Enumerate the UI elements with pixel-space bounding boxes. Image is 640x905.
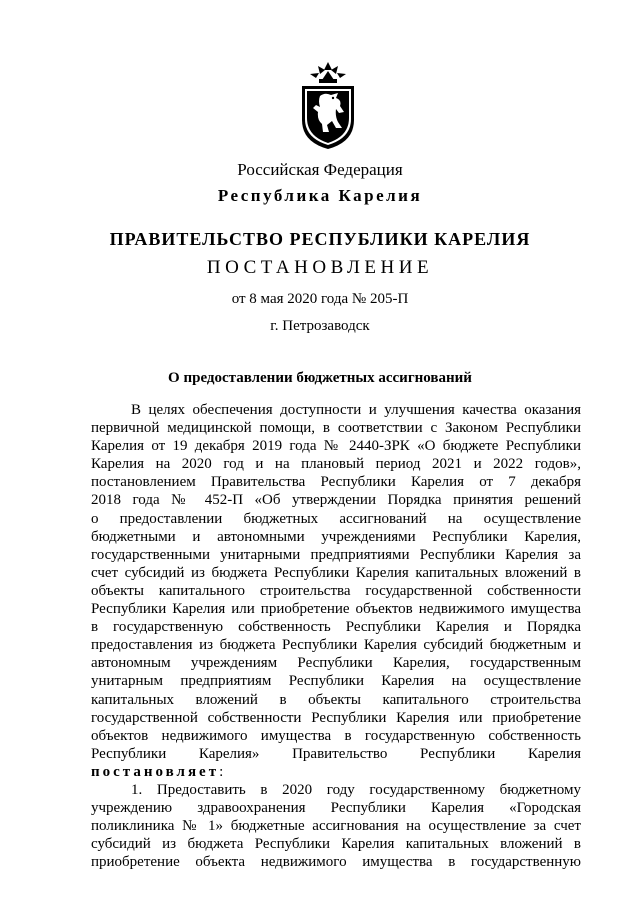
- preamble-line: В целях обеспечения доступности и улучшения качества оказания: [131, 402, 581, 418]
- document-city: г. Петрозаводск: [270, 318, 370, 334]
- preamble-line: Карелия на 2020 год и на плановый период 2021 и 2022 годов»,: [91, 456, 581, 473]
- item1-line: поликлиника № 1» бюджетные ассигнования на осуществление за счет: [91, 818, 581, 835]
- country-name: Российская Федерация: [237, 160, 403, 179]
- preamble-line: счет субсидий из бюджета Республики Карелия капитальных вложений в: [91, 564, 581, 581]
- preamble-line: Республики Карелия или приобретение объектов недвижимого имущества: [91, 601, 581, 618]
- preamble-line: 2018 года № 452-П «Об утверждении Порядка принятия решений: [91, 492, 581, 509]
- preamble-line: капитальных вложений в объекты капитального строительства: [91, 691, 581, 708]
- item1-line: приобретение объекта недвижимого имущества в государственную: [91, 854, 581, 871]
- item1-line: субсидий из бюджета Республики Карелия капитальных вложений в: [91, 836, 581, 853]
- decree-line: [91, 763, 581, 781]
- preamble-line: в государственную собственность Республики Карелия и Порядка: [91, 619, 581, 636]
- preamble-line: автономным учреждениям Республики Карелия, государственным: [91, 655, 581, 672]
- document-type: ПОСТАНОВЛЕНИЕ: [206, 257, 434, 278]
- document-date-number: от 8 мая 2020 года № 205-П: [231, 291, 409, 307]
- republic-name: Республика Карелия: [217, 186, 423, 205]
- preamble-line: государственными унитарными предприятиями Республики Карелия за: [91, 546, 581, 563]
- decree-word: постановляет: [91, 763, 220, 780]
- preamble-line: унитарным предприятиям Республики Карелия на осуществление: [91, 673, 581, 690]
- preamble-line: государственной собственности Республики Карелия или приобретение: [91, 709, 581, 726]
- item1-line: 1. Предоставить в 2020 году государственному бюджетному: [131, 781, 581, 798]
- preamble-line: о предоставлении бюджетных ассигнований на осуществление: [91, 510, 581, 527]
- government-title: ПРАВИТЕЛЬСТВО РЕСПУБЛИКИ КАРЕЛИЯ: [109, 229, 531, 249]
- preamble-line: бюджетными и автономными учреждениями Республики Карелия,: [91, 528, 581, 545]
- karelia-coat-of-arms-icon: [298, 62, 358, 150]
- decree-colon: :: [219, 763, 224, 780]
- preamble-line: предоставления из бюджета Республики Карелия субсидий бюджетным и: [91, 637, 581, 654]
- preamble-line: объекты капитального строительства государственной собственности: [91, 582, 581, 599]
- preamble-line: Карелия от 19 декабря 2019 года № 2440-ЗРК «О бюджете Республики: [91, 438, 581, 455]
- preamble-line: объектов недвижимого имущества в государственную собственность: [91, 727, 581, 744]
- preamble-line: первичной медицинской помощи, в соответствии с Законом Республики: [91, 420, 581, 437]
- item1-line: учреждению здравоохранения Республики Карелия «Городская: [91, 800, 581, 817]
- document-body: [91, 401, 581, 871]
- document-subject: О предоставлении бюджетных ассигнований: [168, 370, 472, 386]
- preamble-line: постановлением Правительства Республики Карелия от 7 декабря: [91, 474, 581, 491]
- preamble-line: Республики Карелия» Правительство Республики Карелия: [91, 745, 581, 762]
